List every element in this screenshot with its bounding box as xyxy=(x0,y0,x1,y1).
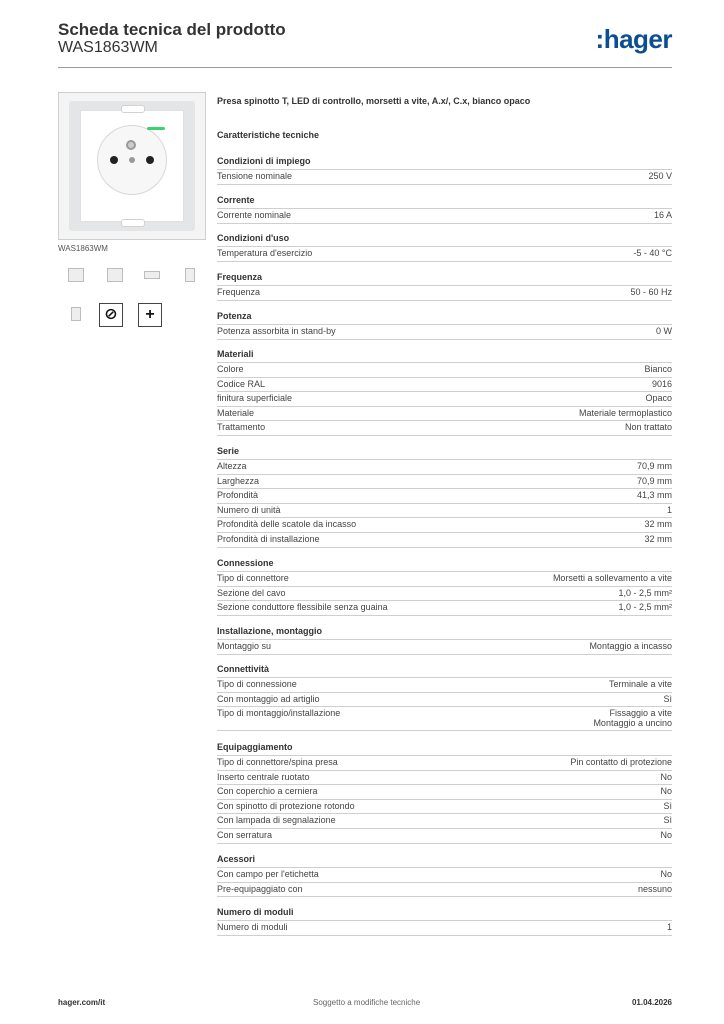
group-divider xyxy=(217,843,672,844)
spec-row xyxy=(217,677,672,693)
product-detail-icon xyxy=(185,268,195,282)
group-divider xyxy=(217,730,672,731)
spec-key: Profondità xyxy=(217,490,259,501)
spec-row xyxy=(217,586,672,602)
image-caption: WAS1863WM xyxy=(58,244,108,253)
spec-value: 1,0 - 2,5 mm² xyxy=(618,602,672,613)
spec-key: Con lampada di segnalazione xyxy=(217,815,336,826)
product-image xyxy=(58,92,206,240)
group-divider xyxy=(217,300,672,301)
spec-row xyxy=(217,692,672,708)
spec-value: Terminale a vite xyxy=(608,679,672,689)
spec-row xyxy=(217,246,672,262)
group-title: Acessori xyxy=(217,854,256,864)
group-title: Materiali xyxy=(217,349,254,359)
socket-hole-left xyxy=(110,156,118,164)
spec-key: Tipo di connettore xyxy=(217,573,289,583)
spec-key: finitura superficiale xyxy=(217,393,293,404)
spec-row xyxy=(217,391,672,407)
group-title: Connettività xyxy=(217,664,270,674)
spec-key: Con montaggio ad artiglio xyxy=(217,693,320,704)
spec-row xyxy=(217,784,672,800)
spec-key: Pre-equipaggiato con xyxy=(217,883,303,894)
spec-row xyxy=(217,828,672,844)
brand-logo: :hager xyxy=(595,24,672,54)
spec-value: 32 mm xyxy=(644,534,672,544)
thumbnail-3[interactable] xyxy=(140,264,162,286)
spec-row xyxy=(217,770,672,786)
spec-value: 70,9 mm xyxy=(636,475,672,486)
group-divider xyxy=(217,261,672,262)
spec-value: 1 xyxy=(666,922,672,932)
group-divider xyxy=(217,935,672,936)
spec-key: Con spinotto di protezione rotondo xyxy=(217,800,355,811)
spec-key: Tipo di montaggio/installazione xyxy=(217,708,341,719)
spec-key: Tensione nominale xyxy=(217,171,293,181)
group-title: Connessione xyxy=(217,558,274,568)
thumbnail-1[interactable] xyxy=(64,264,86,286)
spec-row xyxy=(217,517,672,533)
spec-key: Tipo di connessione xyxy=(217,679,297,689)
group-title: Condizioni d'uso xyxy=(217,233,290,243)
group-divider xyxy=(217,339,672,340)
section-title: Caratteristiche tecniche xyxy=(217,130,320,140)
group-title: Serie xyxy=(217,446,240,456)
product-top-icon xyxy=(144,271,160,279)
spec-row xyxy=(217,362,672,378)
spec-row xyxy=(217,285,672,301)
spec-row xyxy=(217,474,672,490)
spec-key: Con coperchio a cerniera xyxy=(217,786,318,797)
spec-key: Inserto centrale ruotato xyxy=(217,771,310,782)
group-title: Potenza xyxy=(217,311,252,321)
group-divider xyxy=(217,435,672,436)
spec-value: 1 xyxy=(666,504,672,515)
spec-key: Materiale xyxy=(217,407,255,418)
spec-key: Numero di unità xyxy=(217,504,281,515)
spec-key: Temperatura d'esercizio xyxy=(217,248,313,258)
group-title: Equipaggiamento xyxy=(217,742,293,752)
product-side-icon xyxy=(107,268,123,282)
spec-row xyxy=(217,571,672,587)
spec-value: Bianco xyxy=(644,364,672,374)
spec-key: Trattamento xyxy=(217,422,266,433)
spec-value: 70,9 mm xyxy=(636,461,672,471)
group-divider xyxy=(217,615,672,616)
product-front-icon xyxy=(68,268,84,282)
spec-row xyxy=(217,813,672,829)
spec-row xyxy=(217,706,672,731)
led-indicator xyxy=(147,127,165,130)
spec-value: nessuno xyxy=(637,883,672,894)
spec-value: Non trattato xyxy=(624,422,672,433)
spec-value: No xyxy=(660,786,672,797)
thumbnail-2[interactable] xyxy=(103,264,125,286)
group-divider xyxy=(217,547,672,548)
product-back-icon xyxy=(71,307,81,321)
group-divider xyxy=(217,184,672,185)
spec-value: No xyxy=(660,869,672,879)
spec-key: Sezione conduttore flessibile senza guaina xyxy=(217,602,388,613)
spec-value: Materiale termoplastico xyxy=(578,407,672,418)
spec-key: Corrente nominale xyxy=(217,210,292,220)
spec-key: Sezione del cavo xyxy=(217,587,286,598)
spec-value: Fissaggio a vite xyxy=(609,708,672,719)
thumbnail-5[interactable] xyxy=(64,303,86,325)
spec-row xyxy=(217,920,672,936)
spec-value: Morsetti a sollevamento a vite xyxy=(552,573,672,583)
spec-key: Con serratura xyxy=(217,830,273,840)
group-divider xyxy=(217,654,672,655)
spec-key: Tipo di connettore/spina presa xyxy=(217,757,338,767)
spec-key: Profondità delle scatole da incasso xyxy=(217,519,357,530)
spec-row xyxy=(217,377,672,393)
spec-row xyxy=(217,600,672,616)
spec-value: Sì xyxy=(663,800,672,811)
spec-key: Con campo per l'etichetta xyxy=(217,869,319,879)
spec-row xyxy=(217,169,672,185)
group-divider xyxy=(217,896,672,897)
spec-key: Frequenza xyxy=(217,287,261,297)
spec-key: Profondità di installazione xyxy=(217,534,320,544)
plus-ground-symbol-icon[interactable]: + xyxy=(138,303,162,327)
group-title: Corrente xyxy=(217,195,255,205)
group-divider xyxy=(217,223,672,224)
spec-row xyxy=(217,867,672,883)
frame-clip-bottom xyxy=(121,219,145,227)
spec-value: -5 - 40 °C xyxy=(633,248,672,258)
spec-value: 0 W xyxy=(655,326,672,336)
spec-key: Codice RAL xyxy=(217,378,266,389)
footer-website[interactable]: hager.com/it xyxy=(58,998,106,1007)
group-title: Condizioni di impiego xyxy=(217,156,311,166)
page-title: Scheda tecnica del prodotto xyxy=(58,20,286,39)
spec-key: Colore xyxy=(217,364,244,374)
thumbnail-4[interactable] xyxy=(178,264,200,286)
group-title: Installazione, montaggio xyxy=(217,626,323,636)
socket-hole-right xyxy=(146,156,154,164)
spec-row xyxy=(217,639,672,655)
group-title: Frequenza xyxy=(217,272,263,282)
spec-key: Potenza assorbita in stand-by xyxy=(217,326,336,336)
spec-row xyxy=(217,503,672,519)
spec-key: Altezza xyxy=(217,461,247,471)
spec-row xyxy=(217,420,672,436)
spec-value: No xyxy=(660,830,672,840)
spec-value: 50 - 60 Hz xyxy=(630,287,672,297)
no-mount-symbol-icon[interactable]: ⊘ xyxy=(99,303,123,327)
earth-pin xyxy=(126,140,136,150)
spec-row xyxy=(217,324,672,340)
spec-value: Opaco xyxy=(645,393,672,404)
spec-value: No xyxy=(660,771,672,782)
footer-date: 01.04.2026 xyxy=(631,998,672,1007)
spec-value: 1,0 - 2,5 mm² xyxy=(618,587,672,598)
footer-note: Soggetto a modifiche tecniche xyxy=(313,998,421,1007)
spec-row xyxy=(217,799,672,815)
spec-value: 250 V xyxy=(648,171,672,181)
spec-value: Pin contatto di protezione xyxy=(570,757,672,767)
socket-hole-center xyxy=(129,157,135,163)
spec-key: Larghezza xyxy=(217,475,260,486)
spec-row xyxy=(217,488,672,504)
spec-row xyxy=(217,755,672,771)
spec-value-secondary: Montaggio a uncino xyxy=(593,718,672,729)
spec-row xyxy=(217,406,672,422)
product-code: WAS1863WM xyxy=(58,39,158,56)
spec-value: Sì xyxy=(663,693,672,704)
spec-key: Numero di moduli xyxy=(217,922,288,932)
spec-value: 9016 xyxy=(651,378,672,389)
spec-value: Sì xyxy=(663,815,672,826)
product-description: Presa spinotto T, LED di controllo, morsetti a vite, A.x/, C.x, bianco opaco xyxy=(217,96,531,106)
spec-value: 41,3 mm xyxy=(636,490,672,501)
group-title: Numero di moduli xyxy=(217,907,294,917)
spec-key: Montaggio su xyxy=(217,641,272,651)
spec-row xyxy=(217,532,672,548)
spec-value: 16 A xyxy=(653,210,672,220)
header-divider xyxy=(58,67,672,68)
spec-row xyxy=(217,459,672,475)
spec-value: Montaggio a incasso xyxy=(589,641,672,651)
spec-value: 32 mm xyxy=(644,519,672,530)
frame-clip-top xyxy=(121,105,145,113)
spec-row xyxy=(217,208,672,224)
spec-row xyxy=(217,882,672,898)
